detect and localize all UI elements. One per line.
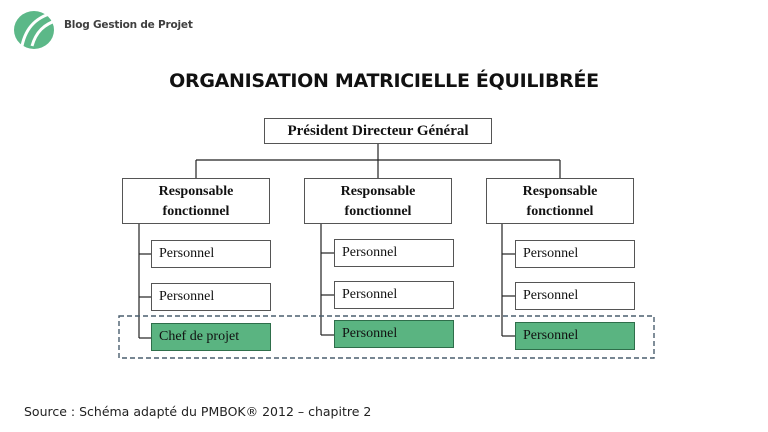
staff-box-highlighted: Personnel xyxy=(334,320,454,348)
staff-box: Personnel xyxy=(515,282,635,310)
manager-box xyxy=(304,178,452,224)
manager-label-line1: Responsable xyxy=(340,184,416,199)
ceo-box: Président Directeur Général xyxy=(264,118,492,144)
staff-box: Personnel xyxy=(515,240,635,268)
brand-name: Blog Gestion de Projet xyxy=(64,19,193,31)
staff-box: Personnel xyxy=(151,283,271,311)
staff-box: Personnel xyxy=(151,240,271,268)
staff-box: Personnel xyxy=(334,239,454,267)
manager-box xyxy=(122,178,270,224)
source-caption: Source : Schéma adapté du PMBOK® 2012 – chapitre 2 xyxy=(24,404,372,419)
diagram-title: ORGANISATION MATRICIELLE ÉQUILIBRÉE xyxy=(169,70,599,92)
manager-label-line2: fonctionnel xyxy=(162,204,230,219)
project-manager-box: Chef de projet xyxy=(151,323,271,351)
manager-label-line1: Responsable xyxy=(158,184,234,199)
staff-box: Personnel xyxy=(334,281,454,309)
manager-label-line1: Responsable xyxy=(522,184,598,199)
manager-box xyxy=(486,178,634,224)
staff-box-highlighted: Personnel xyxy=(515,322,635,350)
manager-label-line2: fonctionnel xyxy=(526,204,594,219)
manager-label-line2: fonctionnel xyxy=(344,204,412,219)
